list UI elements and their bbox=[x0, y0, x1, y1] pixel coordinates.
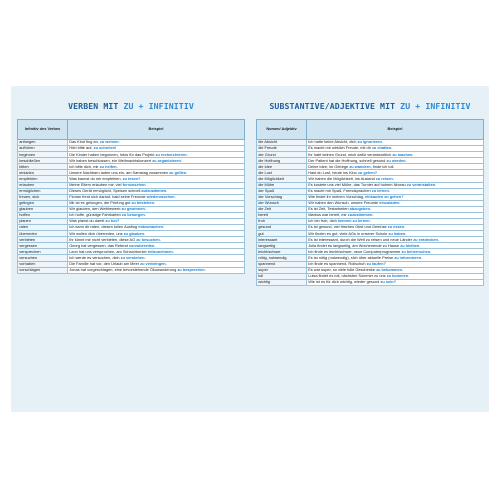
row-example: Ich finde es leicht/schwer, neue Computerprogramme zu beherrschen. bbox=[307, 249, 484, 255]
row-example: Unsere Nachbarn laden uns ein, am Samstag zusammen zu grillen. bbox=[68, 170, 245, 176]
row-word: beginnen bbox=[18, 152, 68, 158]
infinitive-highlight: aufzuwärmen. bbox=[141, 188, 168, 194]
row-word: nötig, notwendig bbox=[257, 255, 307, 261]
row-word: gesund bbox=[257, 225, 307, 231]
row-example: Ich bitte dich, mir zu helfen. bbox=[68, 164, 245, 170]
row-word: anfangen bbox=[18, 140, 68, 146]
verbs-table bbox=[17, 119, 245, 274]
infinitive-highlight: zu machen. bbox=[392, 151, 414, 157]
row-example: Ich werde es versuchen, dich zu verstehen. bbox=[68, 255, 245, 261]
row-example: Mir ist es gelungen, die Prüfung gut zu bestehen. bbox=[68, 200, 245, 206]
row-example: Die Kinder haben begonnen, Infos für das Projekt zu recherchieren. bbox=[68, 152, 245, 158]
infinitive-highlight: zu bekommen. bbox=[376, 267, 404, 273]
verbs-panel bbox=[17, 100, 245, 274]
infinitive-highlight: zu gewinnen. bbox=[121, 206, 146, 212]
infinitive-highlight: zu bleiben. bbox=[400, 242, 421, 248]
row-example: Deine Idee, im Gebirge zu wandern, finde ich toll. bbox=[307, 164, 484, 170]
row-example: Es macht mir Spaß, Fremdsprachen zu lernen. bbox=[307, 188, 484, 194]
column-header-example: Beispiel bbox=[307, 120, 484, 140]
infinitive-highlight: zu wandern, bbox=[349, 163, 372, 169]
infinitive-highlight: zu tun? bbox=[105, 218, 120, 224]
row-word: die Zeit bbox=[257, 206, 307, 212]
row-example: Wir haben beschlossen, ein Weihnachtskonzert zu organisieren. bbox=[68, 158, 245, 164]
row-word: die Lust bbox=[257, 170, 307, 176]
row-example: Der Patient hat die Hoffnung, schnell gesund zu werden. bbox=[307, 158, 484, 164]
row-word: bereit bbox=[257, 212, 307, 218]
column-header-example: Beispiel bbox=[68, 120, 245, 140]
row-word: vergessen bbox=[18, 243, 68, 249]
nouns-table-body bbox=[257, 140, 484, 286]
row-word: bitten bbox=[18, 164, 68, 170]
row-example: Wie ist es für dich wichtig, wieder gesund zu sein? bbox=[307, 279, 484, 285]
row-word: toll bbox=[257, 273, 307, 279]
row-word: der Spaß bbox=[257, 188, 307, 194]
infinitive-highlight: zu werden. bbox=[386, 157, 407, 163]
infinitive-highlight: abzugeben. bbox=[349, 206, 372, 212]
row-word: leicht/schwer bbox=[257, 249, 307, 255]
infinitive-highlight: zuzustimmen. bbox=[347, 212, 374, 218]
verbs-table-body bbox=[18, 140, 245, 274]
infinitive-highlight: zu chatten. bbox=[371, 145, 393, 151]
row-word: super bbox=[257, 267, 307, 273]
row-example: Es ist nötig (notwendig), sich über aktuelle Preise zu informieren. bbox=[307, 255, 484, 261]
row-example: Ich bin froh, dich kennen zu lernen. bbox=[307, 219, 484, 225]
row-word: die Absicht bbox=[257, 140, 307, 146]
infinitive-highlight: zu besorgen. bbox=[121, 212, 146, 218]
row-word: versprechen bbox=[18, 249, 68, 255]
nouns-adjectives-panel bbox=[256, 100, 484, 286]
row-word: die Mühe bbox=[257, 182, 307, 188]
infinitive-highlight: zu beherrschen. bbox=[401, 248, 432, 254]
row-word: raten bbox=[18, 225, 68, 231]
infinitive-highlight: zu bestehen. bbox=[131, 200, 156, 206]
row-example: Was planst du damit zu tun? bbox=[68, 219, 245, 225]
infinitive-highlight: zu schreien! bbox=[93, 145, 117, 151]
row-word: hoffen bbox=[18, 212, 68, 218]
row-word: empfehlen bbox=[18, 176, 68, 182]
infinitive-highlight: zu kommen. bbox=[386, 273, 410, 279]
row-example: Jonas hat vorgeschlagen, eine bevorstehende Ökowanderung zu besprechen. bbox=[68, 267, 245, 273]
row-word: gelingen bbox=[18, 200, 68, 206]
row-example: Ich finde es spannend, Rollschuh zu laufen? bbox=[307, 261, 484, 267]
table-header-row bbox=[18, 120, 245, 140]
nouns-table bbox=[256, 119, 484, 286]
row-word: wichtig bbox=[257, 279, 307, 285]
infinitive-highlight: mitzumachen. bbox=[138, 224, 165, 230]
column-header-noun: Nomen/ Adjektiv bbox=[257, 120, 307, 140]
row-example: Georg hat vergessen, das Referat vorzubereiten. bbox=[68, 243, 245, 249]
column-header-verb: Infinitiv des Verbes bbox=[18, 120, 68, 140]
table-row bbox=[257, 279, 484, 285]
row-word: glauben bbox=[18, 206, 68, 212]
row-word: gut bbox=[257, 231, 307, 237]
row-example: Ich kann dir raten, diesen tollen Ausflug mitzumachen. bbox=[68, 225, 245, 231]
infinitive-highlight: fernzusehen. bbox=[122, 182, 147, 187]
row-example: Florian freut sich darauf, bald seine Freunde wiederzusehen. bbox=[68, 194, 245, 200]
infinitive-highlight: zu recherchieren. bbox=[155, 151, 188, 157]
row-example: Wir haben die Möglichkeit, ins Ausland zu reisen. bbox=[307, 176, 484, 182]
row-example: Dieses Gerät ermöglicht, Speisen schnell aufzuwärmen. bbox=[68, 188, 245, 194]
infinitive-highlight: zu besuchen. bbox=[136, 236, 161, 242]
infinitive-highlight: zu verbringen. bbox=[140, 261, 167, 266]
infinitive-highlight: zu essen. bbox=[387, 224, 406, 230]
row-example: Wir finden es gut, viele AGs in unserer Schule zu haben. bbox=[307, 231, 484, 237]
row-word: interessant bbox=[257, 237, 307, 243]
grammar-sheet bbox=[11, 86, 489, 412]
row-word: die Möglichkeit bbox=[257, 176, 307, 182]
row-word: versuchen bbox=[18, 255, 68, 261]
row-example: Markus war bereit, mir zuzustimmen. bbox=[307, 212, 484, 218]
infinitive-highlight: wiederzusehen. bbox=[146, 194, 176, 200]
row-word: beschließen bbox=[18, 158, 68, 164]
infinitive-highlight: zu entdecken. bbox=[413, 236, 439, 242]
row-word: erlauben bbox=[18, 182, 68, 188]
row-example: Die Familie hat vor, den Urlaub am Meer zu verbringen. bbox=[68, 261, 245, 267]
infinitive-highlight: zu gehen? bbox=[357, 169, 378, 175]
row-word: der Grund bbox=[257, 152, 307, 158]
infinitive-highlight: zu ignorieren. bbox=[357, 139, 384, 145]
verbs-heading: VERBEN MIT ZU + INFINITIV bbox=[68, 101, 194, 111]
infinitive-highlight: teilzunehmen. bbox=[147, 248, 174, 254]
infinitive-highlight: zu reisen. bbox=[375, 175, 394, 181]
infinitive-highlight: zu verstehen. bbox=[120, 254, 146, 260]
infinitive-highlight: zu lernen. bbox=[371, 188, 390, 194]
row-word: aufhören bbox=[18, 146, 68, 152]
infinitive-highlight: zu weinen. bbox=[99, 139, 120, 145]
infinitive-highlight: einzuladen. bbox=[379, 200, 401, 206]
row-example: Meine Eltern erlauben mir, viel fernzusehen. bbox=[68, 182, 245, 188]
row-example: Das Kind fing an, zu weinen. bbox=[68, 140, 245, 146]
row-word: die Freude bbox=[257, 146, 307, 152]
row-example: Ihr könnt mir nicht verbieten, diese AG zu besuchen. bbox=[68, 237, 245, 243]
nouns-heading: SUBSTANTIVE/ADJEKTIVE MIT ZU + INFINITIV bbox=[269, 101, 471, 111]
table-row bbox=[18, 267, 245, 273]
row-word: verbieten bbox=[18, 237, 68, 243]
row-example: Hört bitte auf, zu schreien! bbox=[68, 146, 245, 152]
row-example: Es macht mir wirklich Freude, mit dir zu chatten. bbox=[307, 146, 484, 152]
row-example: Es ist gesund, viel frisches Obst und Gemüse zu essen. bbox=[307, 225, 484, 231]
row-word: die Idee bbox=[257, 164, 307, 170]
row-example: Ich hoffe, günstige Fahrkarten zu besorgen. bbox=[68, 212, 245, 218]
row-example: Wie findet ihr meinen Vorschlag, einkaufen zu gehen? bbox=[307, 194, 484, 200]
row-word: überreden bbox=[18, 231, 68, 237]
row-example: Hast du Lust, heute ins Kino zu gehen? bbox=[307, 170, 484, 176]
row-example: Wir wollen dich überreden, uns zu glauben. bbox=[68, 231, 245, 237]
infinitive-highlight: zu lesen? bbox=[122, 175, 141, 181]
row-example: Wir glauben, den Wettbewerb zu gewinnen. bbox=[68, 206, 245, 212]
infinitive-highlight: zu sein? bbox=[380, 279, 396, 285]
row-example: Es ist interessant, durch die Welt zu reisen und neue Länder zu entdecken. bbox=[307, 237, 484, 243]
row-word: vorschlagen bbox=[18, 267, 68, 273]
infinitive-highlight: zu laufen? bbox=[366, 261, 386, 266]
infinitive-highlight: zu informieren. bbox=[394, 254, 423, 260]
infinitive-highlight: zu helfen. bbox=[99, 163, 118, 169]
row-example: Es kostete uns viel Mühe, das Turnier auf hohem Niveau zu veranstalten. bbox=[307, 182, 484, 188]
row-word: froh bbox=[257, 219, 307, 225]
infinitive-highlight: zu organisieren. bbox=[152, 157, 183, 163]
row-word: planen bbox=[18, 219, 68, 225]
row-word: vorhaben bbox=[18, 261, 68, 267]
row-word: freuen, sich bbox=[18, 194, 68, 200]
infinitive-highlight: zu grillen. bbox=[169, 169, 188, 175]
row-word: langweilig bbox=[257, 243, 307, 249]
row-example: Leon hat uns versprochen, am Schachturnier teilzunehmen. bbox=[68, 249, 245, 255]
row-example: Was kannst du mir empfehlen, zu lesen? bbox=[68, 176, 245, 182]
row-example: Luisa findet es toll, nächsten Sommer zu uns zu kommen. bbox=[307, 273, 484, 279]
row-word: einladen bbox=[18, 170, 68, 176]
infinitive-highlight: einkaufen zu gehen? bbox=[365, 194, 404, 200]
row-example: Julia findet es langweilig, am Wochenende zu Hause zu bleiben. bbox=[307, 243, 484, 249]
infinitive-highlight: zu besprechen. bbox=[177, 267, 206, 273]
row-word: spannend bbox=[257, 261, 307, 267]
row-example: Es war super, so viele tolle Geschenke zu bekommen. bbox=[307, 267, 484, 273]
row-word: der Wunsch bbox=[257, 200, 307, 206]
infinitive-highlight: zu veranstalten. bbox=[406, 182, 437, 187]
row-example: Ihr habt keinen Grund, mich dafür verantwortlich zu machen. bbox=[307, 152, 484, 158]
infinitive-highlight: zu haben. bbox=[388, 230, 407, 236]
table-header-row bbox=[257, 120, 484, 140]
row-example: Es ist Zeit, Testarbeiten abzugeben. bbox=[307, 206, 484, 212]
infinitive-highlight: vorzubereiten. bbox=[128, 242, 156, 248]
row-word: die Hoffnung bbox=[257, 158, 307, 164]
row-word: ermöglichen bbox=[18, 188, 68, 194]
infinitive-highlight: zu glauben. bbox=[123, 230, 146, 236]
row-example: Wir haben den Wunsch, unsere Freunde einzuladen. bbox=[307, 200, 484, 206]
infinitive-highlight: kennen zu lernen. bbox=[337, 218, 371, 224]
row-example: Ich hatte keine Absicht, dich zu ignorieren. bbox=[307, 140, 484, 146]
row-word: der Vorschlag bbox=[257, 194, 307, 200]
